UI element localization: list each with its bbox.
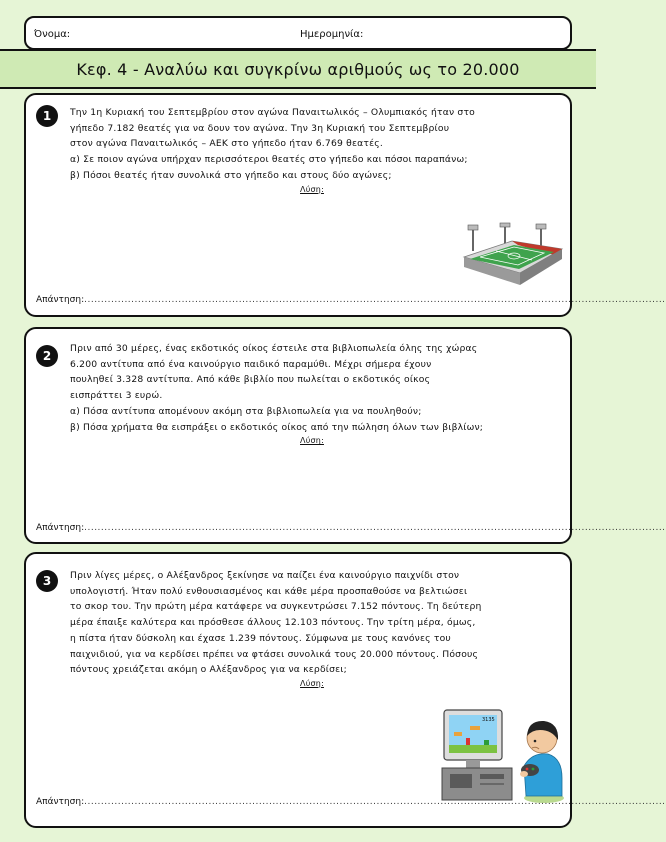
- answer-line: [36, 797, 666, 807]
- answer-line: [36, 295, 666, 305]
- text-line: Πριν λίγες μέρες, ο Αλέξανδρος ξεκίνησε να παίζει ένα καινούργιο παιχνίδι στον: [70, 570, 460, 581]
- answer-dots[interactable]: .............................................................................................................................................................................: [84, 295, 666, 305]
- solution-label: Λύση:: [300, 436, 324, 446]
- problem-3-box: [24, 552, 666, 828]
- answer-line: [36, 523, 666, 533]
- problem-number: 1: [36, 105, 58, 127]
- problem-text: [70, 568, 554, 690]
- text-line: παιχνιδιού, για να κερδίσει πρέπει να φτάσει συνολικά τους 20.000 πόντους. Πόσους: [70, 648, 479, 660]
- text-line: στον αγώνα Παναιτωλικός – ΑΕΚ στο γήπεδο ήταν 6.769 θεατές.: [70, 138, 384, 150]
- text-line: α) Πόσα αντίτυπα απομένουν ακόμη στα βιβλιοπωλεία για να πουληθούν;: [70, 405, 422, 417]
- text-line: υπολογιστή. Ήταν πολύ ενθουσιασμένος και κάθε μέρα προσπαθούσε να βελτιώσει: [70, 585, 468, 597]
- text-line: πουληθεί 3.328 αντίτυπα. Από κάθε βιβλίο που πωλείται ο εκδοτικός οίκος: [70, 374, 431, 386]
- title-band: [0, 49, 596, 89]
- text-line: η πίστα ήταν δύσκολη και έχασε 1.239 πόντους. Σύμφωνα με τους κανόνες του: [70, 632, 451, 644]
- answer-dots[interactable]: .............................................................................................................................................................................: [84, 797, 666, 807]
- text-line: β) Πόσα χρήματα θα εισπράξει ο εκδοτικός οίκος από την πώληση όλων των βιβλίων;: [70, 421, 484, 433]
- problem-number: 2: [36, 345, 58, 367]
- problem-1-box: [24, 93, 666, 317]
- text-line: μέρα έπαιξε καλύτερα και πρόσθεσε άλλους 12.103 πόντους. Την τρίτη μέρα, όμως,: [70, 617, 476, 629]
- problem-number: 3: [36, 570, 58, 592]
- answer-dots[interactable]: .............................................................................................................................................................................: [84, 523, 666, 533]
- text-line: γήπεδο 7.182 θεατές για να δουν τον αγώνα. Την 3η Κυριακή του Σεπτεμβρίου: [70, 122, 450, 134]
- header-box: [24, 16, 572, 50]
- text-line: β) Πόσοι θεατές ήταν συνολικά στο γήπεδο και στους δύο αγώνες;: [70, 169, 392, 181]
- date-label: Ημερομηνία:: [300, 29, 364, 40]
- answer-label: Απάντηση:: [36, 523, 85, 533]
- stadium-icon: [462, 223, 564, 293]
- solution-label: Λύση:: [300, 184, 324, 194]
- text-line: Την 1η Κυριακή του Σεπτεμβρίου στον αγώνα Παναιτωλικός – Ολυμπιακός ήταν στο: [70, 107, 476, 118]
- text-line: πόντους χρειάζεται ακόμη ο Αλέξανδρος για να κερδίσει;: [70, 664, 347, 676]
- answer-label: Απάντηση:: [36, 797, 85, 807]
- problem-text: [70, 341, 554, 447]
- problem-text: [70, 105, 554, 196]
- video-game-icon: [440, 708, 564, 804]
- text-line: 6.200 αντίτυπα από ένα καινούργιο παιδικό παραμύθι. Μέχρι σήμερα έχουν: [70, 358, 432, 370]
- problem-2-box: [24, 327, 666, 544]
- worksheet-title: Κεφ. 4 - Αναλύω και συγκρίνω αριθμούς ως το 20.000: [76, 60, 520, 79]
- answer-label: Απάντηση:: [36, 295, 85, 305]
- text-line: α) Σε ποιον αγώνα υπήρχαν περισσότεροι θεατές στο γήπεδο και πόσοι παραπάνω;: [70, 154, 468, 166]
- screen-score: 3135: [482, 717, 495, 723]
- text-line: Πριν από 30 μέρες, ένας εκδοτικός οίκος έστειλε στα βιβλιοπωλεία όλης της χώρας: [70, 343, 478, 354]
- text-line: το σκορ του. Την πρώτη μέρα κατάφερε να συγκεντρώσει 7.152 πόντους. Τη δεύτερη: [70, 601, 482, 613]
- solution-label: Λύση:: [300, 678, 324, 688]
- name-label: Όνομα:: [34, 29, 71, 40]
- text-line: εισπράττει 3 ευρώ.: [70, 390, 163, 402]
